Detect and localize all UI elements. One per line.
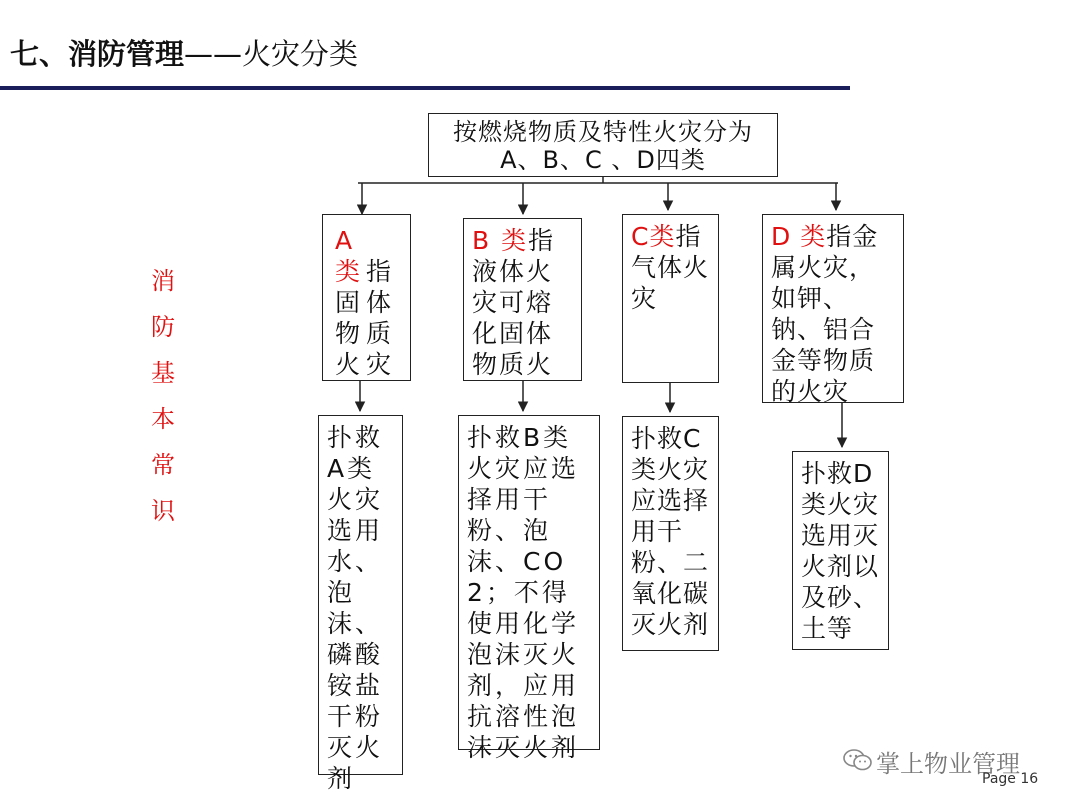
class-tag-a: A 类 [335,226,367,286]
class-desc-d: 指金属火灾，如钾、钠、铝合金等物质的火灾 [771,222,879,406]
action-text-d: 扑救D类火灾选用灭火剂以及砂、土等 [801,459,880,643]
class-desc-b: 指液体火灾可熔化固体物质火 [472,226,556,379]
class-box-d [762,214,904,406]
class-tag-b: B 类 [472,226,529,255]
root-line-2: A、B、C 、D四类 [500,146,706,174]
page-number: Page 16 [982,771,1039,787]
action-text-b: 扑救B类火灾应选择用干粉、泡沫、CO2；不得使用化学泡沫灭火剂，应用抗溶性泡沫灭火剂 [467,423,580,762]
action-text-c: 扑救C类火灾应选择用干粉、二氧化碳灭火剂 [631,424,710,639]
class-tag-c: C类 [631,222,676,251]
root-box [428,113,778,177]
action-box-b [458,415,600,762]
action-box-a [318,415,403,793]
title-subject: ——火灾分类 [184,37,359,71]
action-box-d [792,451,889,650]
class-box-a [322,214,411,381]
root-line-1: 按燃烧物质及特性火灾分为 [453,118,753,146]
class-box-c [622,214,719,383]
action-box-c [622,416,719,651]
class-tag-d: D 类 [771,222,827,251]
class-box-b [463,218,582,381]
title-section: 七、消防管理 [10,37,185,71]
side-label: 消防基本常识 [151,267,175,525]
watermark-text: 掌上物业管理 [876,750,1020,778]
class-desc-c: 指气体火灾 [631,222,710,313]
class-desc-a: 指固体物质火灾 [335,257,398,379]
action-text-a: 扑救A类火灾选用水、泡沫、磷酸铵盐干粉灭火剂 [327,423,384,793]
wechat-icon [840,748,876,778]
